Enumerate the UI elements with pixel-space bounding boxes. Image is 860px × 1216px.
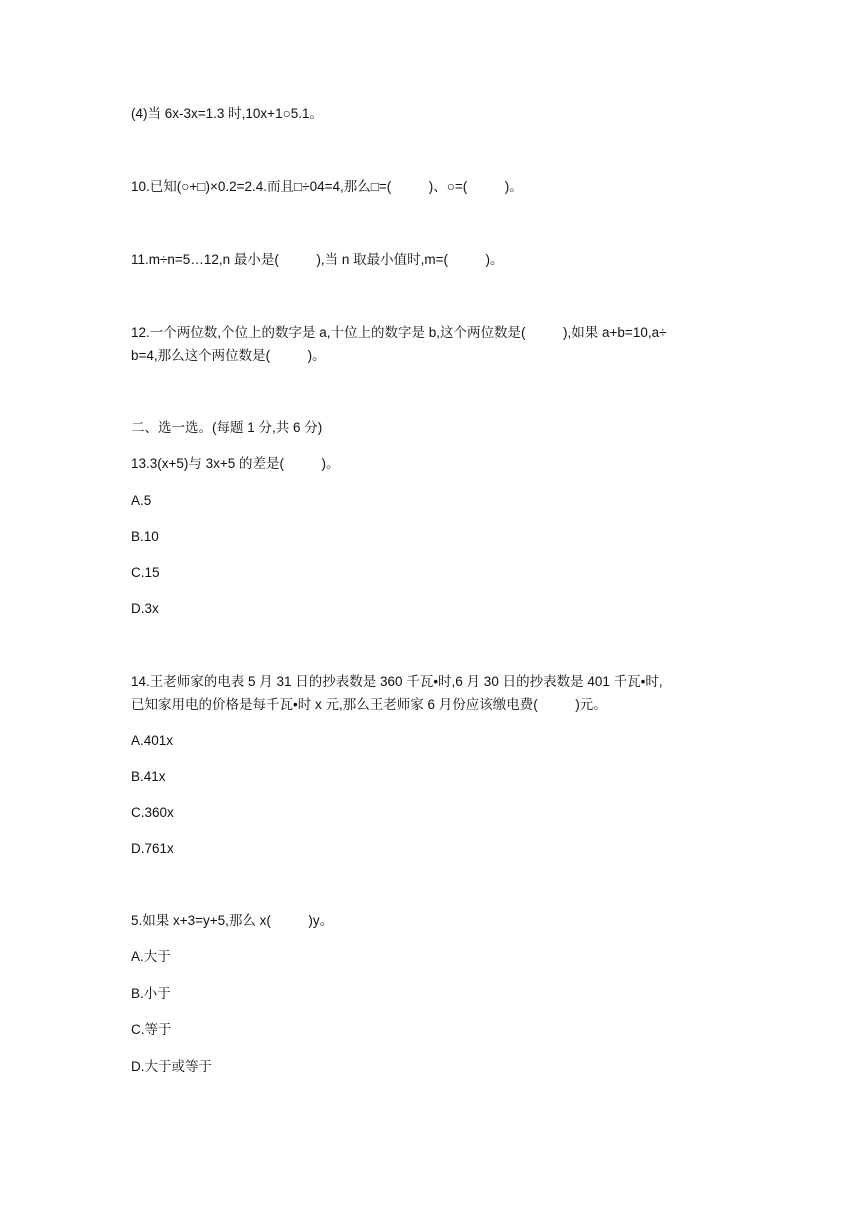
question-13-option-c: C.15 (131, 565, 160, 580)
question-14-option-b: B.41x (131, 769, 166, 784)
question-11: 11.m÷n=5…12,n 最小是( ),当 n 取最小值时,m=( )。 (131, 252, 504, 267)
section-heading: 二、选一选。(每题 1 分,共 6 分) (131, 420, 323, 435)
question-12-line-1: 12.一个两位数,个位上的数字是 a,十位上的数字是 b,这个两位数是( ),如果 a+b=10,a÷ (131, 325, 667, 340)
question-4: (4)当 6x-3x=1.3 时,10x+1○5.1。 (131, 106, 323, 121)
question-15-option-a: A.大于 (131, 949, 171, 964)
question-15-option-b: B.小于 (131, 986, 171, 1001)
question-15-option-d: D.大于或等于 (131, 1059, 212, 1074)
question-13-option-b: B.10 (131, 529, 159, 544)
question-14-option-d: D.761x (131, 841, 174, 856)
question-13-option-a: A.5 (131, 493, 152, 508)
question-14-option-c: C.360x (131, 805, 174, 820)
question-14-stem-line-2: 已知家用电的价格是每千瓦•时 x 元,那么王老师家 6 月份应该缴电费( )元。 (131, 697, 607, 712)
question-15-option-c: C.等于 (131, 1022, 172, 1037)
question-12-line-2: b=4,那么这个两位数是( )。 (131, 348, 326, 363)
question-14-stem-line-1: 14.王老师家的电表 5 月 31 日的抄表数是 360 千瓦•时,6 月 30 日的抄表数是 401 千瓦•时, (131, 674, 663, 689)
question-13-option-d: D.3x (131, 601, 159, 616)
question-15-stem: 5.如果 x+3=y+5,那么 x( )y。 (131, 913, 334, 928)
question-13-stem: 13.3(x+5)与 3x+5 的差是( )。 (131, 456, 340, 471)
question-14-option-a: A.401x (131, 733, 174, 748)
question-10: 10.已知(○+□)×0.2=2.4.而且□÷04=4,那么□=( )、○=( )。 (131, 179, 523, 194)
